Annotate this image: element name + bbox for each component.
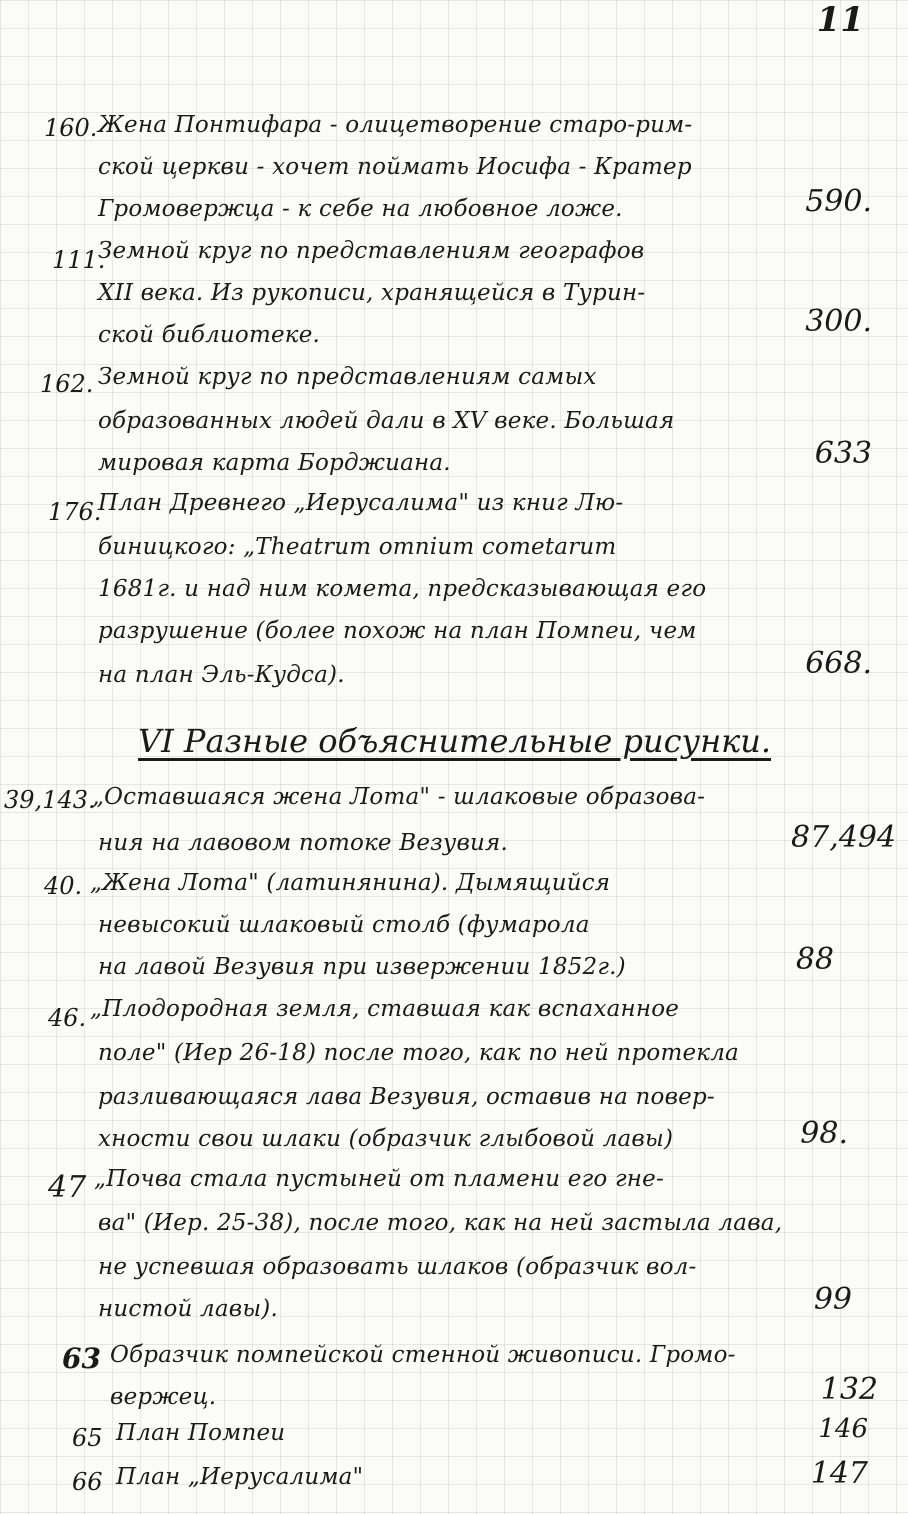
page-reference: 147: [810, 1456, 868, 1491]
entry-number: 162.: [40, 370, 94, 398]
entry-line: „Почва стала пустыней от пламени его гне-: [94, 1166, 664, 1192]
entry-line: План Древнего „Иерусалима" из книг Лю-: [98, 490, 624, 516]
entry-line: „Плодородная земля, ставшая как вспаханное: [90, 996, 680, 1022]
entry-number: 46.: [48, 1004, 87, 1032]
page-reference: 99: [813, 1282, 852, 1317]
entry-line: ской библиотеке.: [98, 322, 321, 348]
entry-line: не успевшая образовать шлаков (образчик вол-: [98, 1254, 697, 1280]
entry-line: невысокий шлаковый столб (фумарола: [98, 912, 590, 938]
entry-line: нистой лавы).: [98, 1296, 278, 1322]
entry-line: образованных людей дали в XV веке. Большая: [98, 408, 675, 434]
entry-line: Жена Понтифара - олицетворение старо-рим-: [98, 112, 693, 138]
entry-line: План „Иерусалима": [116, 1464, 364, 1490]
page-reference: 87,494: [791, 820, 896, 855]
entry-number: 111.: [52, 246, 106, 274]
entry-line: „Жена Лота" (латинянина). Дымящийся: [90, 870, 611, 896]
entry-line: Земной круг по представлениям географов: [98, 238, 645, 264]
page-reference: 146: [818, 1414, 868, 1444]
entry-line: „Оставшаяся жена Лота" - шлаковые образова-: [92, 784, 706, 810]
entry-line: Образчик помпейской стенной живописи. Громо-: [110, 1342, 736, 1368]
page-reference: 590.: [805, 184, 872, 219]
section-heading: VI Разные объяснительные рисунки.: [138, 722, 772, 760]
entry-line: ния на лавовом потоке Везувия.: [98, 830, 508, 856]
entry-line: мировая карта Борджиана.: [98, 450, 451, 476]
entry-line: разливающаяся лава Везувия, оставив на повер-: [98, 1084, 715, 1110]
page-number: 11: [816, 0, 864, 40]
entry-line: ской церкви - хочет поймать Иосифа - Кратер: [98, 154, 692, 180]
entry-number: 66: [72, 1468, 103, 1496]
entry-number: 40.: [44, 872, 83, 900]
entry-number: 47: [48, 1170, 87, 1205]
entry-line: XII века. Из рукописи, хранящейся в Турин-: [98, 280, 646, 306]
entry-number: 160.: [44, 114, 98, 142]
page-reference: 300.: [805, 304, 872, 339]
page-reference: 98.: [800, 1116, 848, 1151]
entry-line: поле" (Иер 26-18) после того, как по ней протекла: [98, 1040, 739, 1066]
entry-line: биницкого: „Theatrum omnium cometarum: [98, 534, 617, 560]
page-reference: 132: [820, 1372, 878, 1407]
entry-line: ва" (Иер. 25-38), после того, как на ней застыла лава,: [98, 1210, 783, 1236]
page-reference: 88: [795, 942, 834, 977]
entry-line: План Помпеи: [116, 1420, 286, 1446]
entry-line: хности свои шлаки (образчик глыбовой лавы): [98, 1126, 674, 1152]
entry-line: Громовержца - к себе на любовное ложе.: [98, 196, 623, 222]
page-reference: 668.: [805, 646, 872, 681]
entry-number: 39,143.: [4, 786, 96, 814]
page-reference: 633: [814, 436, 872, 471]
entry-line: 1681г. и над ним комета, предсказывающая его: [98, 576, 707, 602]
entry-line: вержец.: [110, 1384, 217, 1410]
entry-number: 65: [72, 1424, 103, 1452]
entry-line: на лавой Везувия при извержении 1852г.): [98, 954, 626, 980]
entry-number: 63: [62, 1342, 101, 1375]
entry-line: Земной круг по представлениям самых: [98, 364, 597, 390]
entry-line: на план Эль-Кудса).: [98, 662, 345, 688]
entry-number: 176.: [48, 498, 102, 526]
entry-line: разрушение (более похож на план Помпеи, чем: [98, 618, 697, 644]
